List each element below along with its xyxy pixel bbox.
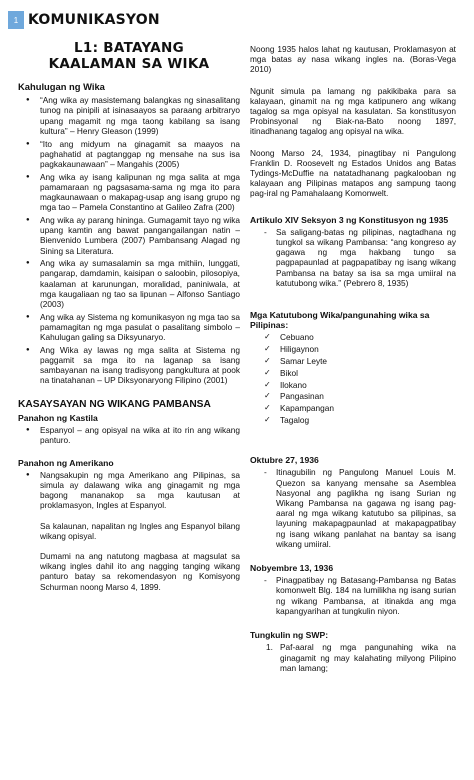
definition-list [18,95,240,385]
list-item: ● “Ang wika ay masistemang balangkas ng sinasalitang tunog na pinipili at isinasaayos sa paraang arbitraryo upang magamit ng mga taong kabilang sa isang kultura” – Henry Gleason (1999) [18,95,240,136]
section-heading-artikulo: Artikulo XIV Seksyon 3 ng Konstitusyon ng 1935 [250,214,449,225]
list-item: ✓ Bikol [264,367,298,378]
right-column [250,44,456,673]
list-item: ● “Ito ang midyum na ginagamit sa maayos na paghahatid at pagtanggap ng mensahe na sus isa pagkakaunawaan” – Mangahis (2005) [18,139,240,170]
list-item: ✓ Pangasinan [264,391,324,402]
section-heading-kasaysayan: KASAYSAYAN NG WIKANG PAMBANSA [18,398,211,410]
section-heading-oktubre: Oktubre 27, 1936 [250,455,319,466]
subheading-kastila: Panahon ng Kastila [18,412,98,423]
section-heading-nobyembre: Nobyembre 13, 1936 [250,563,334,574]
dash-item [250,467,456,549]
list-item: ✓ Samar Leyte [264,356,328,367]
list-item: ✓ Tagalog [264,415,310,426]
dash-item-text: Sa saligang-batas ng pilipinas, nagtadhana ng tungkol sa wikang Pambansa: “ang kongreso ay gagawa ng mga hakbang tungo sa pagpapaunlad at pagpapatibay ng isang wikang Pambansa na batay sa isa sa mga umiiral na katutubong wika.” (Pebrero 8, 1935) [276,226,456,288]
dash-item [250,575,456,616]
dash-item-text: Pinagpatibay ng Batasang-Pambansa ng Batas komonwelt Blg. 184 na lumilikha ng isang surian ng wikang Pambansa, at itinakda ang mga kapangyarihan at tungkulin niyon. [276,575,456,616]
list-item: ● Ang wika ay Sistema ng komunikasyon ng mga tao sa pamamagitan ng mga pasulat o pasalitang simbolo – Kahulugan galing sa Diksyunaryo. [18,312,240,343]
list-item: ✓ Cebuano [264,332,314,343]
list-item: ● Nangsakupin ng mga Amerikano ang Pilipinas, sa simula ay dalawang wika ang ginagamit ng mga bagong mananakop sa mga kautusan at proklamasyon, Ingles at Espanyol. [18,470,240,511]
paragraph: Noong 1935 halos lahat ng kautusan, Proklamasyon at mga batas ay nasa wikang ingles na. (Boras-Vega 2010) [250,44,456,75]
section-heading-katutubong-wika: Mga Katutubong Wika/pangunahing wika sa Pilipinas: [250,310,430,331]
list-number: 1. [266,642,273,653]
check-icon: ✓ [264,344,271,354]
list-item: ● Espanyol – ang opisyal na wika at ito rin ang wikang panturo. [18,425,240,445]
dash-marker: - [264,575,267,586]
section-heading-kahulugan: Kahulugan ng Wika [18,81,105,92]
list-item: ● Ang wika ay sumasalamin sa mga mithiin, lunggati, pangarap, damdamin, kaisipan o saloobin, pilosopiya, kaalaman at karunungan, moralidad, paniniwala, at mga kaugaliaan ng tao sa lipunan – Alfonso Santiago (2003) [18,258,240,309]
list-item: ● Ang Wika ay lawas ng mga salita at Sistema ng paggamit sa mga ito na laganap sa isang sambayanan na isang tradisyong pangkultura at pook na tinatahanan – UP Diksyonaryong Filipino (2001) [18,345,240,386]
check-icon: ✓ [264,332,271,342]
list-item: ● Ang wika ay parang hininga. Gumagamit tayo ng wika upang kamtin ang bawat pangangailangan natin – Bienvenido Lumbera (2007) Pambansang Alagad ng Sining sa Literatura. [18,215,240,256]
dash-item-text: Itinagubilin ng Pangulong Manuel Louis M. Quezon sa kanyang mensahe sa Asemblea Nasyonal ang paglikha ng isang Surian ng Wikang Pambansa na gagawa ng isang pag-aaral ng mga wikang katutubo sa pilipinas, sa layuning makapagpaunlad at makapagpatibay ng isang wikang panlahat na bantay sa isang wikang umiiral. [276,467,456,549]
dash-marker: - [264,226,267,237]
dash-marker: - [264,467,267,478]
list-item: ✓ Kapampangan [264,403,334,414]
language-list [250,332,456,425]
subject-title: KOMUNIKASYON [28,12,160,28]
list-paragraph: Sa kalaunan, napalitan ng Ingles ang Espanyol bilang wikang opisyal. [40,520,240,541]
amerikano-list [18,470,240,592]
check-icon: ✓ [264,356,271,366]
list-item [250,642,456,673]
check-icon: ✓ [264,367,271,377]
check-icon: ✓ [264,391,271,401]
section-heading-tungkulin: Tungkulin ng SWP: [250,630,329,641]
paragraph: Noong Marso 24, 1934, pinagtibay ni Pangulong Franklin D. Roosevelt ng Estados Unidos ang Batas Tydings-McDuffie na natatadhanang pagkalooban ng kalayaan ang Pilipinas matapos ang sampung taong pag-iral ng Pamahalaang Komonwelt. [250,147,456,199]
check-icon: ✓ [264,415,271,425]
list-item-text: Paf-aaral ng mga pangunahing wika na ginagamit ng may kalahating milyong Pilipino man lamang; [280,642,456,673]
list-item: ✓ Ilokano [264,379,307,390]
lesson-title-line2: KAALAMAN SA WIKA [48,56,210,72]
subheading-amerikano: Panahon ng Amerikano [18,457,114,468]
left-column [18,40,240,594]
kastila-list [18,425,240,445]
check-icon: ✓ [264,403,271,413]
paragraph: Ngunit simula pa lamang ng pakikibaka para sa kalayaan, ginamit na ng mga katipunero ang wikang tagalog sa mga opisyal na kasulatan. Sa konstitusyon Probinsyonal ng Biak-na-Bato noong 1897, itinadhanang tagalog ang opisyal na wika. [250,85,456,137]
tungkulin-list [250,642,456,673]
page-header [8,10,160,30]
list-item: ● Ang wika ay isang kalipunan ng mga salita at mga pamamaraan ng pagsasama-sama ng mga ito para magkaunawaan o makapag-usap ang isang grupo ng mga tao – Pamela Constantino at Galileo Zafra (200) [18,172,240,213]
list-item: ✓ Hiligaynon [264,344,319,355]
lesson-title-line1: L1: BATAYANG [73,40,184,56]
dash-item [250,227,456,288]
page-number-badge: 1 [8,11,24,29]
list-paragraph: Dumami na ang natutong magbasa at magsulat sa wikang ingles dahil ito ang nagging tanging wikang panturo batay sa rekomendasyon ng Komisyong Schurman noong Marso 4, 1899. [40,550,240,592]
check-icon: ✓ [264,379,271,389]
lesson-title [18,40,240,72]
